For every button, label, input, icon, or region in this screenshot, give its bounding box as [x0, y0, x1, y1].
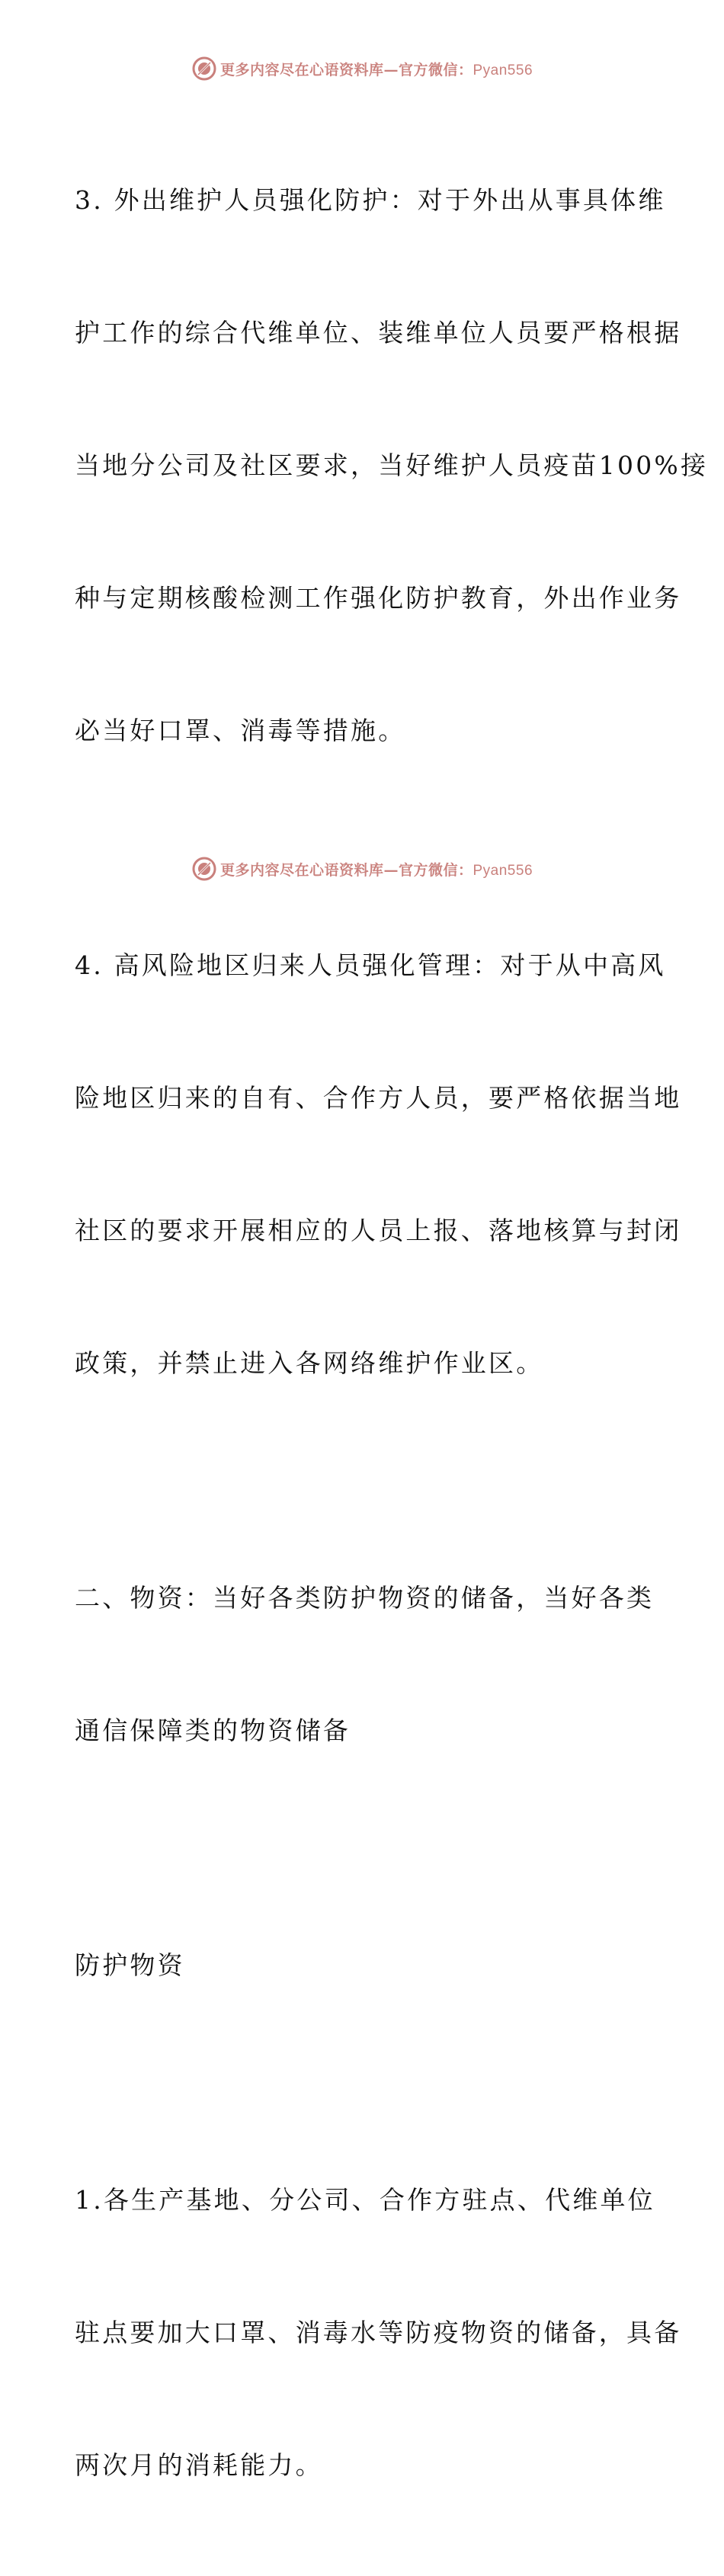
document-body [75, 90, 709, 2576]
footer-watermark [0, 852, 724, 886]
paragraph-item-1 [75, 2090, 682, 2576]
text-line: 当地分公司及社区要求，当好维护人员疫苗100%接 [75, 450, 709, 480]
text-line: 防护物资 [75, 1950, 185, 1980]
text-line: 政策，并禁止进入各网络维护作业区。 [75, 1348, 544, 1378]
text-line: 险地区归来的自有、合作方人员，要严格依据当地 [75, 1083, 682, 1113]
watermark-text: 更多内容尽在心语资料库—官方微信：Pyan556 [219, 861, 533, 879]
section-heading-supplies [75, 1488, 654, 1841]
pen-seal-logo-icon [191, 56, 217, 82]
text-line: 社区的要求开展相应的人员上报、落地核算与封闭 [75, 1216, 682, 1245]
header-watermark [0, 52, 724, 85]
text-line: 1.各生产基地、分公司、合作方驻点、代维单位 [75, 2185, 655, 2215]
text-line: 必当好口罩、消毒等措施。 [75, 716, 406, 745]
pen-seal-logo-icon [191, 856, 217, 882]
text-line: 4. 高风险地区归来人员强化管理：对于从中高风 [75, 950, 666, 980]
paragraph-item-3 [75, 90, 709, 841]
text-line: 护工作的综合代维单位、装维单位人员要严格根据 [75, 318, 682, 348]
text-line: 通信保障类的物资储备 [75, 1716, 351, 1745]
text-line: 种与定期核酸检测工作强化防护教育，外出作业务 [75, 583, 682, 613]
text-line: 两次月的消耗能力。 [75, 2450, 323, 2480]
text-line: 驻点要加大口罩、消毒水等防疫物资的储备，具备 [75, 2318, 682, 2347]
paragraph-item-4 [75, 855, 682, 1474]
text-line: 3. 外出维护人员强化防护：对于外出从事具体维 [75, 185, 666, 215]
subheading-protective-supplies [75, 1855, 654, 2076]
watermark-text: 更多内容尽在心语资料库—官方微信：Pyan556 [219, 61, 533, 78]
text-line: 二、物资：当好各类防护物资的储备，当好各类 [75, 1583, 655, 1613]
